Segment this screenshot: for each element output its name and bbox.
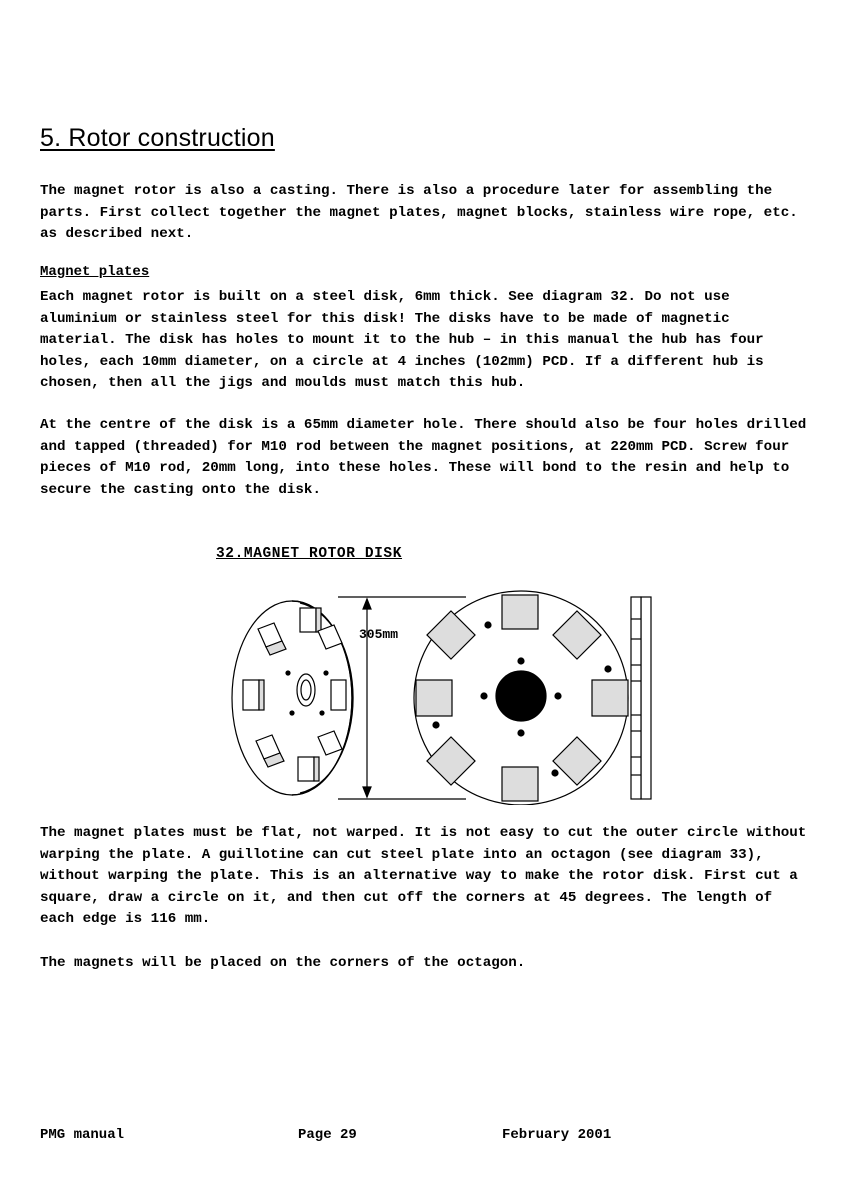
- magnet-rotor-disk-diagram: [230, 585, 660, 805]
- diagram-title: 32.MAGNET ROTOR DISK: [216, 546, 403, 562]
- dimension-label: 305mm: [359, 627, 399, 642]
- intro-paragraph: The magnet rotor is also a casting. There is also a procedure later for assembling the parts. First collect together the magnet plates, magnet blocks, stainless wire rope, etc. as described next.: [40, 183, 798, 242]
- footer-date: February 2001: [502, 1127, 612, 1143]
- footer-left: PMG manual: [40, 1127, 125, 1143]
- perspective-rotor-view: [232, 601, 353, 795]
- front-rotor-view: [414, 591, 628, 805]
- magnet-plates-paragraph: Each magnet rotor is built on a steel disk, 6mm thick. See diagram 32. Do not use aluminium or stainless steel for this disk! The disks have to be made of magnetic material. The disk has holes to mount it to the hub – in this manual the hub has four holes, each 10mm diameter, on a circle at 4 inches (102mm) PCD. If a different hub is chosen, then all the jigs and moulds must match this hub.: [40, 289, 764, 391]
- section-title: 5. Rotor construction: [40, 124, 275, 152]
- centre-hole-paragraph: At the centre of the disk is a 65mm diameter hole. There should also be four holes drilled and tapped (threaded) for M10 rod between the magnet positions, at 220mm PCD. Screw four pieces of M10 rod, 20mm long, into these holes. These will bond to the resin and help to secure the casting onto the disk.: [40, 417, 807, 498]
- subsection-title: Magnet plates: [40, 264, 150, 280]
- footer-page-number: Page 29: [298, 1127, 357, 1143]
- warp-paragraph: The magnet plates must be flat, not warped. It is not easy to cut the outer circle without warping the plate. A guillotine can cut steel plate into an octagon (see diagram 33), without warping the plate. This is an alternative way to make the rotor disk. First cut a square, draw a circle on it, and then cut off the corners at 45 degrees. The length of each edge is 116 mm.: [40, 825, 807, 927]
- side-rotor-view: [631, 597, 651, 799]
- octagon-paragraph: The magnets will be placed on the corners of the octagon.: [40, 955, 526, 971]
